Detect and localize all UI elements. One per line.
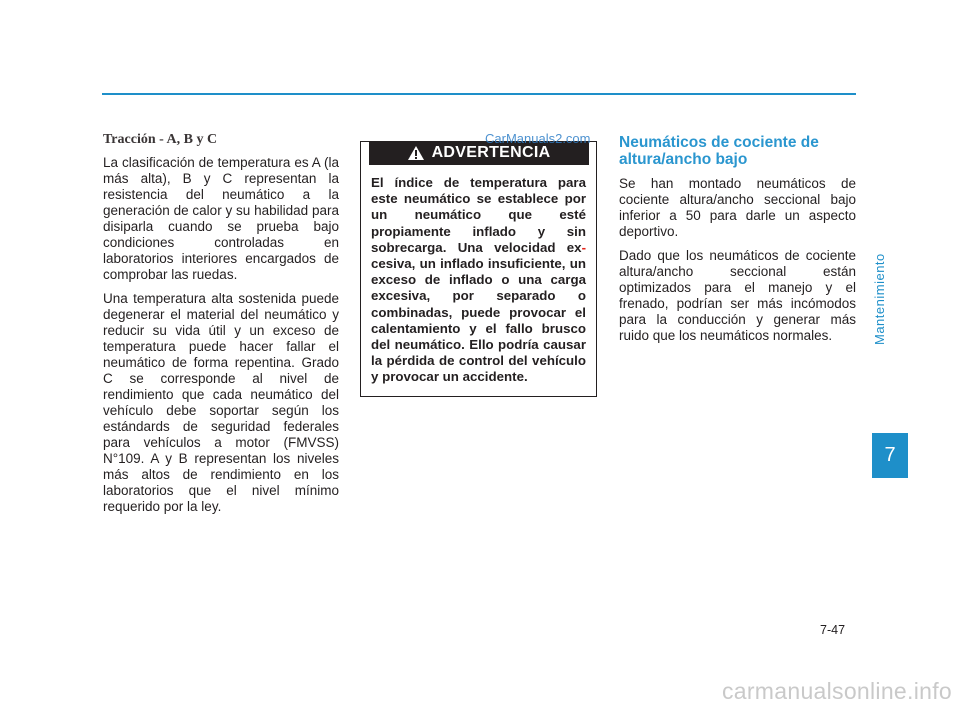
page-number: 7-47: [820, 623, 846, 637]
paragraph: Dado que los neumáticos de cociente altura/ancho seccional están optimizados para el manejo y el frenado, podrían ser más incómodos para la conducción y generar más ruido que los neumáticos normales.: [619, 248, 856, 343]
paragraph: Se han montado neumáticos de cociente altura/ancho seccional bajo inferior a 50 para darle un aspecto deportivo.: [619, 176, 856, 239]
section-heading: Neumáticos de cociente de altura/ancho bajo: [619, 134, 819, 168]
right-column: [619, 130, 856, 352]
header-rule: [102, 93, 856, 95]
warning-triangle-icon: [407, 145, 425, 161]
watermark-link[interactable]: CarManuals2.com: [485, 131, 591, 146]
paragraph: Una temperatura alta sostenida puede degenerar el material del neumático y reducir su vida útil y un exceso de temperatura puede hacer fallar el neumático de forma repentina. Grado C se corresponde al nivel de rendimiento que cada neumático del vehículo debe soportar según los estándards de seguridad federales para vehículos a motor (FMVSS) N°109. A y B representan los niveles más altos de rendimiento en los laboratorios que el nivel mínimo requerido por la ley.: [103, 291, 339, 514]
paragraph: La clasificación de temperatura es A (la más alta), B y C representan la resistencia del neumático a la generación de calor y su habilidad para disiparla cuando se prueba bajo condiciones controladas en laboratorios interiores encargados de comprobar las ruedas.: [103, 155, 339, 282]
chapter-side-label: Mantenimiento: [872, 253, 887, 345]
warning-text: El índice de temperatura para este neumático se establece por un neumático que esté propiamente inflado y sin sobrecarga. Una velocidad ex-cesiva, un inflado insuficiente, un exceso de inflado o una carga excesiva, por separado o combinadas, puede provocar el calentamiento y el fallo brusco del neumático. Ello podría causar la pérdida de control del vehículo y provocar un accidente.: [371, 175, 586, 385]
left-column: [103, 130, 339, 523]
chapter-number: 7: [884, 444, 896, 466]
warning-title: ADVERTENCIA: [431, 144, 551, 161]
section-subheading: Tracción - A, B y C: [103, 132, 218, 147]
footer-site-watermark: carmanualsonline.info: [721, 678, 952, 704]
warning-box: [360, 141, 597, 397]
chapter-tab: [872, 433, 908, 478]
